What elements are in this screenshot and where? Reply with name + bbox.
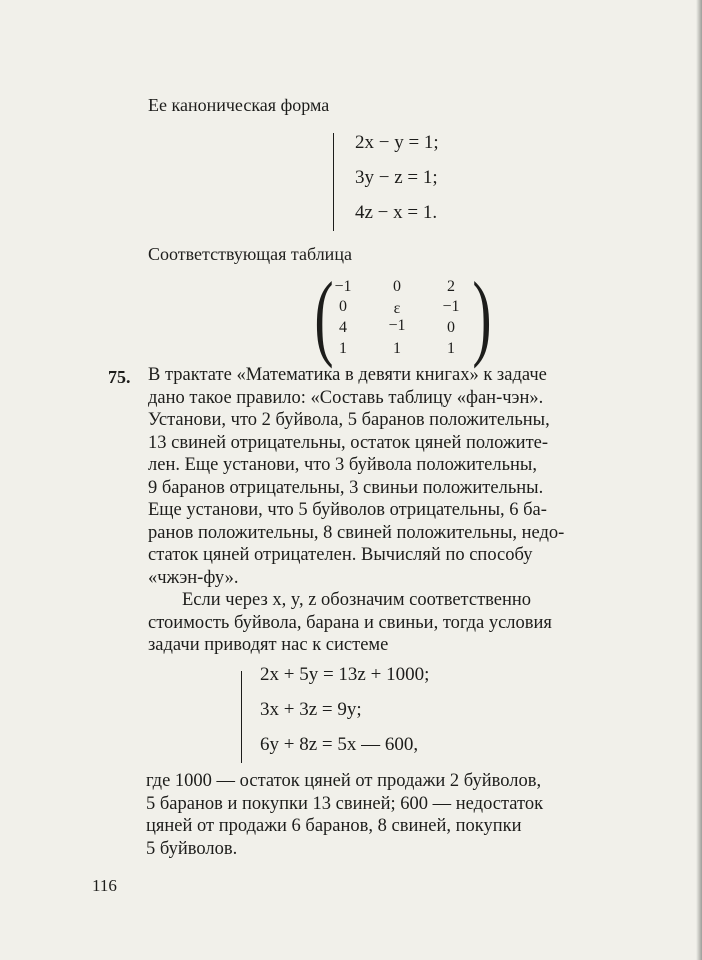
right-paren: ) bbox=[472, 262, 492, 369]
intro-label: Ее каноническая форма bbox=[148, 95, 330, 115]
canonical-system bbox=[355, 132, 495, 232]
matrix-cell: 1 bbox=[447, 340, 455, 357]
text-line: задачи приводят нас к системе bbox=[148, 635, 389, 655]
text-line: где 1000 — остаток цяней от продажи 2 буйволов, bbox=[146, 771, 542, 791]
equation-1: 2x + 5y = 13z + 1000; bbox=[260, 664, 430, 685]
text-line: дано такое правило: «Составь таблицу «фан-чэн». bbox=[148, 387, 544, 408]
system-brace bbox=[333, 133, 334, 231]
matrix-cell: −1 bbox=[388, 317, 406, 334]
equation-2: 3x + 3z = 9y; bbox=[260, 699, 362, 720]
problem-number: 75. bbox=[108, 367, 131, 387]
text-line: стоимость буйвола, барана и свиньи, тогда условия bbox=[148, 612, 552, 633]
text-line: 5 баранов и покупки 13 свиней; 600 — недостаток bbox=[146, 793, 544, 814]
matrix-cell: −1 bbox=[334, 278, 352, 295]
solution-text bbox=[148, 589, 552, 657]
system-brace bbox=[241, 671, 242, 763]
matrix-cell: ε bbox=[393, 300, 401, 317]
matrix-cell: 0 bbox=[339, 298, 347, 315]
page-number: 116 bbox=[92, 876, 117, 895]
text-line: Установи, что 2 буйвола, 5 баранов положительны, bbox=[148, 410, 550, 430]
text-line: статок цяней отрицателен. Вычисляй по способу bbox=[148, 545, 533, 565]
text-line: ранов положительны, 8 свиней положительны, недо- bbox=[148, 522, 565, 543]
equation-1: 2x − y = 1; bbox=[355, 132, 439, 153]
problem-text bbox=[148, 364, 564, 589]
text-line: «чжэн-фу». bbox=[148, 567, 239, 588]
text-line: 9 баранов отрицательны, 3 свиньи положительны. bbox=[148, 477, 544, 498]
text-line: Если через x, y, z обозначим соответственно bbox=[182, 590, 532, 610]
text-line: 13 свиней отрицательны, остаток цяней положите- bbox=[148, 432, 549, 453]
problem-system bbox=[260, 664, 500, 764]
text-line: Еще установи, что 5 буйволов отрицательны, 6 ба- bbox=[148, 500, 547, 520]
text-line: лен. Еще установи, что 3 буйвола положительны, bbox=[148, 455, 537, 475]
text-line: В трактате «Математика в девяти книгах» к задаче bbox=[148, 365, 547, 385]
text-line: 5 буйволов. bbox=[146, 838, 238, 859]
text-line: цяней от продажи 6 баранов, 8 свиней, покупки bbox=[146, 816, 522, 836]
matrix-cell: 2 bbox=[447, 278, 455, 295]
closing-text bbox=[146, 770, 543, 860]
matrix-cell: 0 bbox=[393, 278, 401, 295]
matrix-cell: 4 bbox=[339, 319, 347, 336]
fangcheng-matrix bbox=[314, 262, 494, 369]
table-label: Соответствующая таблица bbox=[148, 244, 352, 264]
equation-2: 3y − z = 1; bbox=[355, 167, 438, 188]
matrix-cell: 0 bbox=[447, 319, 455, 336]
equation-3: 4z − x = 1. bbox=[355, 202, 438, 223]
matrix-cell: 1 bbox=[339, 340, 347, 357]
matrix-cell: −1 bbox=[442, 298, 460, 315]
left-paren: ( bbox=[314, 262, 334, 369]
matrix-cell: 1 bbox=[393, 340, 401, 357]
equation-3: 6y + 8z = 5x — 600, bbox=[260, 734, 419, 755]
